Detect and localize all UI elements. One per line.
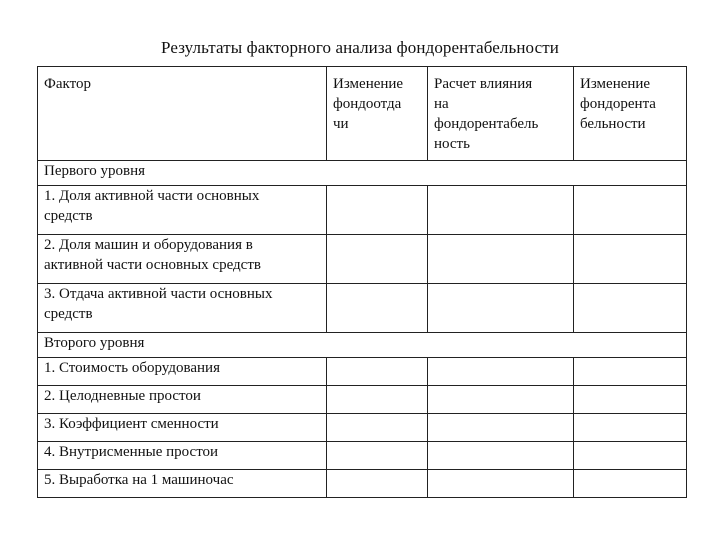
empty-cell: [428, 284, 574, 333]
empty-cell: [327, 358, 428, 386]
factor-cell: 3. Отдача активной части основных средств: [38, 284, 327, 333]
empty-cell: [327, 442, 428, 470]
factor-cell: 3. Коэффициент сменности: [38, 414, 327, 442]
empty-cell: [327, 414, 428, 442]
empty-cell: [574, 284, 687, 333]
empty-cell: [327, 470, 428, 498]
empty-cell: [428, 235, 574, 284]
empty-cell: [574, 414, 687, 442]
table-row: [38, 470, 687, 498]
table-row: [38, 186, 687, 235]
factor-cell: 5. Выработка на 1 машиночас: [38, 470, 327, 498]
factor-analysis-table: [37, 66, 687, 498]
table-row: [38, 235, 687, 284]
empty-cell: [327, 235, 428, 284]
empty-cell: [428, 470, 574, 498]
empty-cell: [428, 442, 574, 470]
table-row: [38, 414, 687, 442]
section-label-second-level: Второго уровня: [38, 333, 687, 358]
empty-cell: [574, 470, 687, 498]
empty-cell: [428, 414, 574, 442]
factor-cell: 1. Доля активной части основных средств: [38, 186, 327, 235]
empty-cell: [327, 284, 428, 333]
factor-cell: 4. Внутрисменные простои: [38, 442, 327, 470]
table-row: [38, 442, 687, 470]
empty-cell: [574, 386, 687, 414]
header-row: [38, 67, 687, 161]
empty-cell: [327, 386, 428, 414]
empty-cell: [574, 358, 687, 386]
factor-cell: 2. Целодневные простои: [38, 386, 327, 414]
table-title: Результаты факторного анализа фондорентабельности: [161, 38, 559, 57]
factor-cell: 1. Стоимость оборудования: [38, 358, 327, 386]
table-row: [38, 386, 687, 414]
section-row-second-level: [38, 333, 687, 358]
header-factor: Фактор: [38, 67, 327, 161]
empty-cell: [574, 442, 687, 470]
empty-cell: [327, 186, 428, 235]
header-change-fondootdachi: Изменение фондоотда чи: [327, 67, 428, 161]
section-label-first-level: Первого уровня: [38, 161, 687, 186]
factor-cell: 2. Доля машин и оборудования в активной части основных средств: [38, 235, 327, 284]
table-row: [38, 358, 687, 386]
empty-cell: [428, 358, 574, 386]
header-change-fondorent: Изменение фондорента бельности: [574, 67, 687, 161]
empty-cell: [574, 235, 687, 284]
empty-cell: [574, 186, 687, 235]
empty-cell: [428, 386, 574, 414]
section-row-first-level: [38, 161, 687, 186]
header-influence-calc: Расчет влияния на фондорентабель ность: [428, 67, 574, 161]
table-row: [38, 284, 687, 333]
empty-cell: [428, 186, 574, 235]
